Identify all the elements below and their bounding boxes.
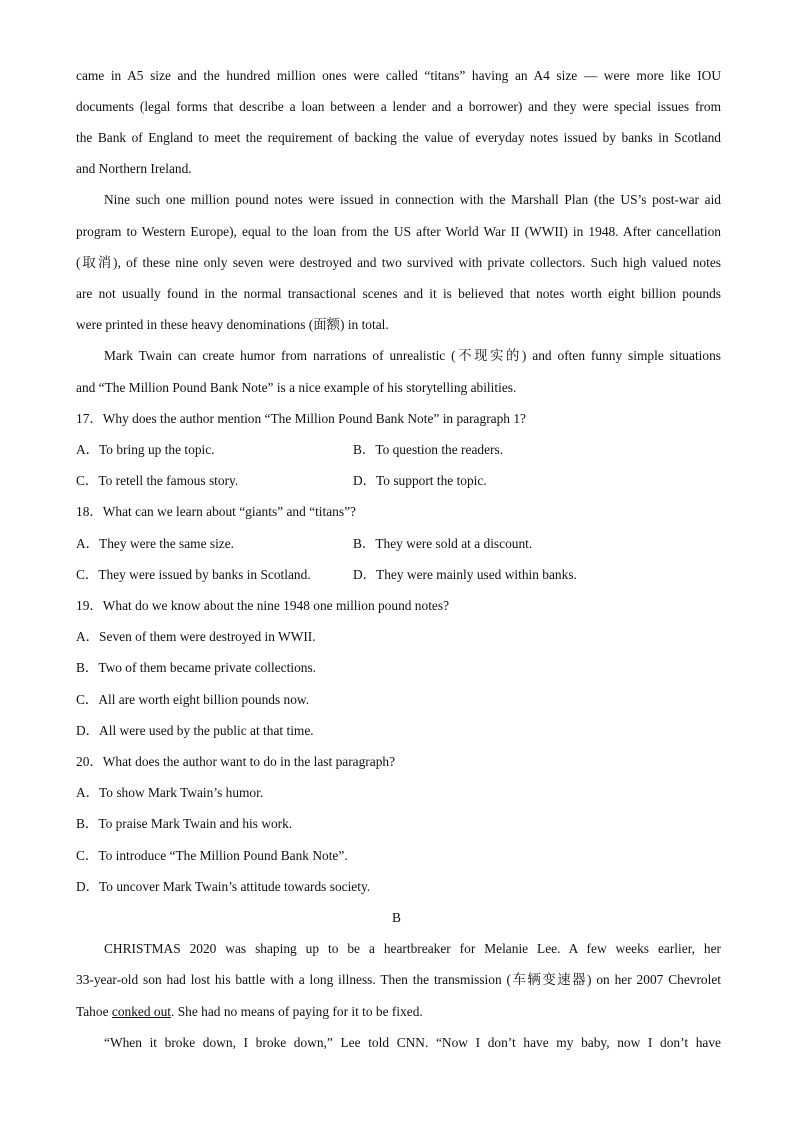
paragraph-line: Nine such one million pound notes were issued in connection with the Marshall Plan (the US’s post-war aid bbox=[104, 192, 721, 207]
paragraph-line: program to Western Europe), equal to the loan from the US after World War II (WWII) in 1948. After cancellation bbox=[76, 224, 721, 239]
paragraph-line: CHRISTMAS 2020 was shaping up to be a heartbreaker for Melanie Lee. A few weeks earlier, her bbox=[104, 941, 721, 956]
paragraph-line: the Bank of England to meet the requirement of backing the value of everyday notes issued by banks in Scotland bbox=[76, 130, 721, 145]
answer-option: C．All are worth eight billion pounds now. bbox=[76, 692, 310, 707]
paragraph-line: documents (legal forms that describe a loan between a lender and a borrower) and they were special issues from bbox=[76, 99, 721, 114]
answer-option: A．Seven of them were destroyed in WWII. bbox=[76, 629, 316, 644]
paragraph-line: (取消), of these nine only seven were destroyed and two survived with private collectors. Such high valued notes bbox=[76, 255, 721, 270]
text-span: . She had no means of paying for it to be fixed. bbox=[171, 1004, 423, 1019]
answer-option: C．To introduce “The Million Pound Bank Note”. bbox=[76, 848, 348, 863]
paragraph-line: and “The Million Pound Bank Note” is a nice example of his storytelling abilities. bbox=[76, 380, 517, 395]
question-stem: 20．What does the author want to do in the last paragraph? bbox=[76, 754, 396, 769]
question-stem: 17．Why does the author mention “The Million Pound Bank Note” in paragraph 1? bbox=[76, 411, 526, 426]
answer-option: D．All were used by the public at that time. bbox=[76, 723, 314, 738]
paragraph-line: “When it broke down, I broke down,” Lee told CNN. “Now I don’t have my baby, now I don’t have bbox=[104, 1035, 721, 1050]
paragraph-line: Mark Twain can create humor from narrations of unrealistic (不现实的) and often funny simple situations bbox=[104, 348, 721, 363]
answer-option: D．They were mainly used within banks. bbox=[353, 567, 577, 582]
section-heading: B bbox=[392, 910, 401, 925]
question-stem: 19．What do we know about the nine 1948 one million pound notes? bbox=[76, 598, 450, 613]
answer-option: A．To show Mark Twain’s humor. bbox=[76, 785, 264, 800]
answer-option: B．Two of them became private collections. bbox=[76, 660, 317, 675]
paragraph-line: came in A5 size and the hundred million ones were called “titans” having an A4 size — were more like IOU bbox=[76, 68, 721, 83]
answer-option: C．To retell the famous story. bbox=[76, 473, 239, 488]
paragraph-line: were printed in these heavy denominations (面额) in total. bbox=[76, 317, 389, 332]
answer-option: A．They were the same size. bbox=[76, 536, 235, 551]
question-stem: 18．What can we learn about “giants” and “titans”? bbox=[76, 504, 356, 519]
text-span: Tahoe bbox=[76, 1004, 112, 1019]
paragraph-line: 33-year-old son had lost his battle with a long illness. Then the transmission (车辆变速器) on her 2007 Chevrolet bbox=[76, 972, 721, 987]
answer-option: B．They were sold at a discount. bbox=[353, 536, 533, 551]
paragraph-line bbox=[76, 1002, 721, 1022]
paragraph-line: are not usually found in the normal transactional scenes and it is believed that notes worth eight billion pounds bbox=[76, 286, 721, 301]
answer-option: B．To question the readers. bbox=[353, 442, 504, 457]
paragraph-line: and Northern Ireland. bbox=[76, 161, 192, 176]
answer-option: C．They were issued by banks in Scotland. bbox=[76, 567, 311, 582]
answer-option: D．To support the topic. bbox=[353, 473, 487, 488]
answer-option: B．To praise Mark Twain and his work. bbox=[76, 816, 293, 831]
answer-option: A．To bring up the topic. bbox=[76, 442, 215, 457]
answer-option: D．To uncover Mark Twain’s attitude towards society. bbox=[76, 879, 371, 894]
underlined-phrase: conked out bbox=[111, 1004, 172, 1019]
